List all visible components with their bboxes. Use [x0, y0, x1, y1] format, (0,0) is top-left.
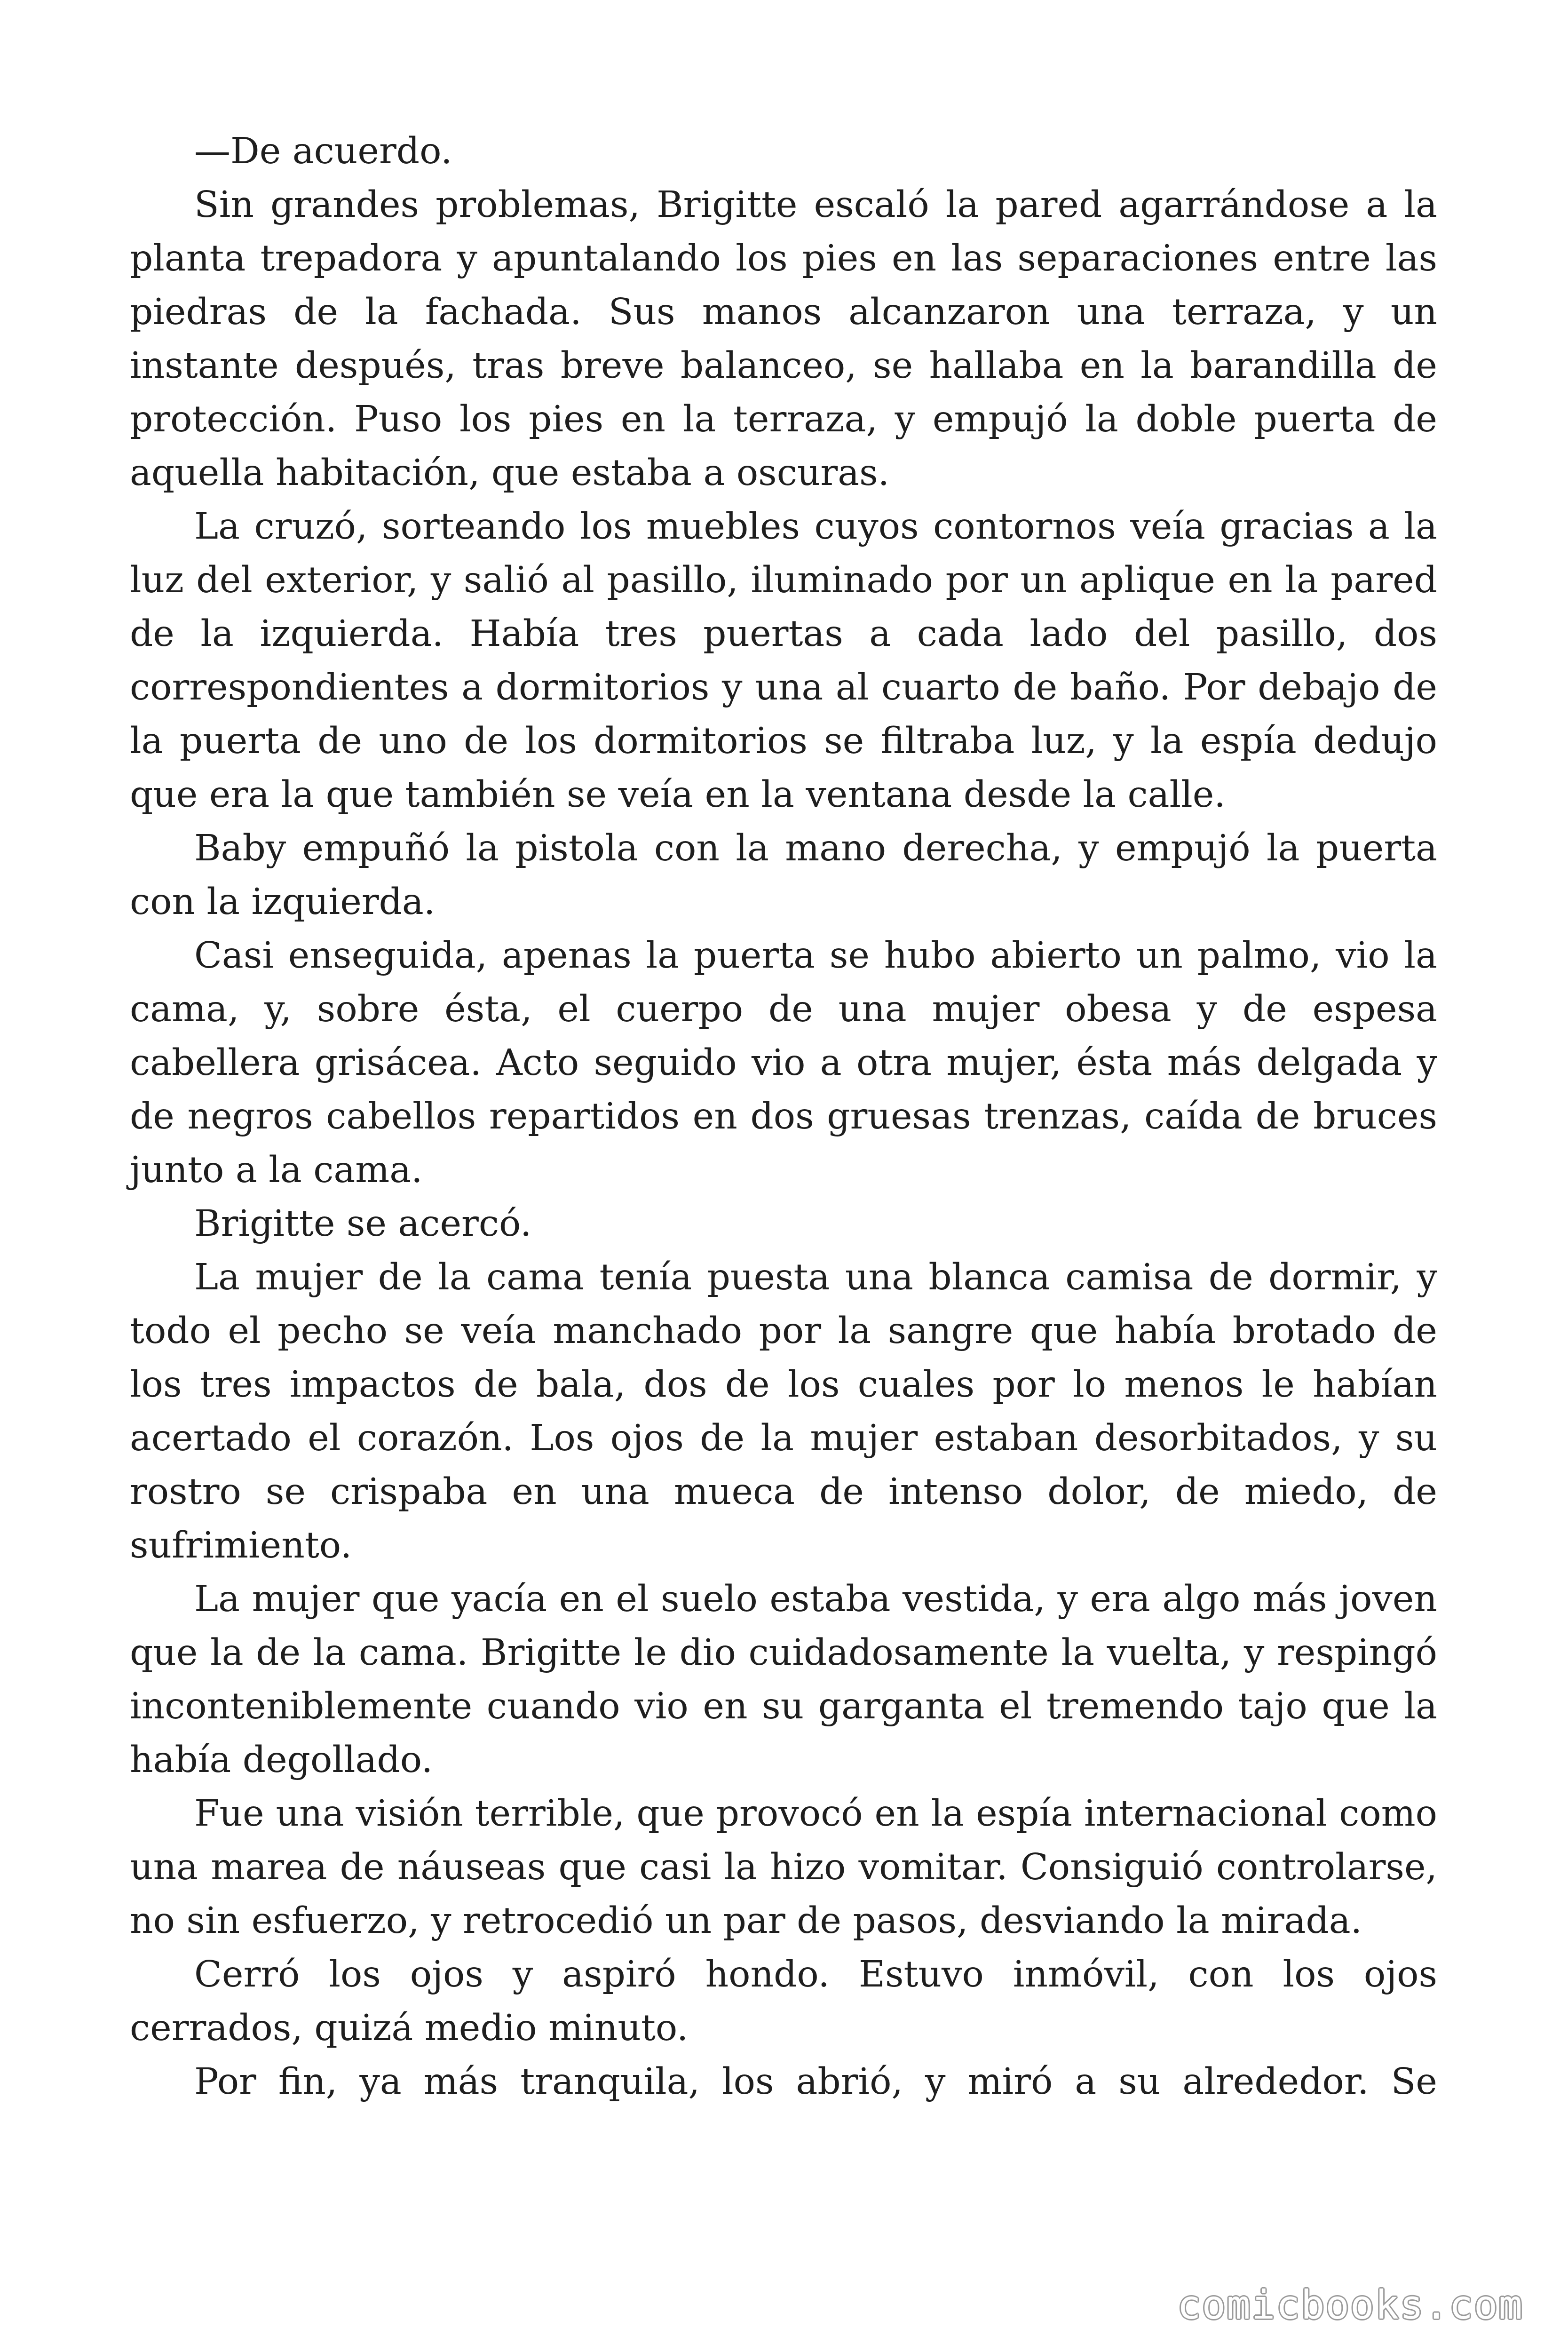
- paragraph-4: Baby empuñó la pistola con la mano derecha, y empujó la puerta con la izquierda.: [130, 827, 1437, 923]
- watermark-text: comicbooks.com: [1177, 2282, 1523, 2328]
- paragraph-9: Fue una visión terrible, que provocó en la espía internacional como una marea de náuseas que casi la hizo vomitar. Consiguió controlarse, no sin esfuerzo, y retrocedió un par de pasos, desviando la mirada.: [130, 1793, 1437, 1942]
- paragraph-2: Sin grandes problemas, Brigitte escaló la pared agarrándose a la planta trepadora y apuntalando los pies en las separaciones entre las piedras de la fachada. Sus manos alcanzaron una terraza, y un instante después, tras breve balanceo, se hallaba en la barandilla de protección. Puso los pies en la terraza, y empujó la doble puerta de aquella habitación, que estaba a oscuras.: [130, 184, 1437, 494]
- paragraph-1: —De acuerdo.: [194, 130, 452, 172]
- paragraph-6: Brigitte se acercó.: [194, 1203, 532, 1245]
- text-column: [130, 125, 1437, 2109]
- paragraph-7: La mujer de la cama tenía puesta una blanca camisa de dormir, y todo el pecho se veía manchado por la sangre que había brotado de los tres impactos de bala, dos de los cuales por lo menos le habían acertado el corazón. Los ojos de la mujer estaban desorbitados, y su rostro se crispaba en una mueca de intenso dolor, de miedo, de sufrimiento.: [130, 1256, 1437, 1566]
- paragraph-3: La cruzó, sorteando los muebles cuyos contornos veía gracias a la luz del exterior, y salió al pasillo, iluminado por un aplique en la pared de la izquierda. Había tres puertas a cada lado del pasillo, dos correspondientes a dormitorios y una al cuarto de baño. Por debajo de la puerta de uno de los dormitorios se filtraba luz, y la espía dedujo que era la que también se veía en la ventana desde la calle.: [130, 506, 1437, 816]
- paragraph-8: La mujer que yacía en el suelo estaba vestida, y era algo más joven que la de la cama. Brigitte le dio cuidadosamente la vuelta, y respingó inconteniblemente cuando vio en su garganta el tremendo tajo que la había degollado.: [130, 1578, 1437, 1781]
- paragraph-10: Cerró los ojos y aspiró hondo. Estuvo inmóvil, con los ojos cerrados, quizá medio minuto.: [130, 1954, 1437, 2049]
- paragraph-11-last-line: Por fin, ya más tranquila, los abrió, y miró a su alrededor. Se: [194, 2061, 1437, 2103]
- paragraph-5: Casi enseguida, apenas la puerta se hubo abierto un palmo, vio la cama, y, sobre ésta, el cuerpo de una mujer obesa y de espesa cabellera grisácea. Acto seguido vio a otra mujer, ésta más delgada y de negros cabellos repartidos en dos gruesas trenzas, caída de bruces junto a la cama.: [130, 935, 1437, 1191]
